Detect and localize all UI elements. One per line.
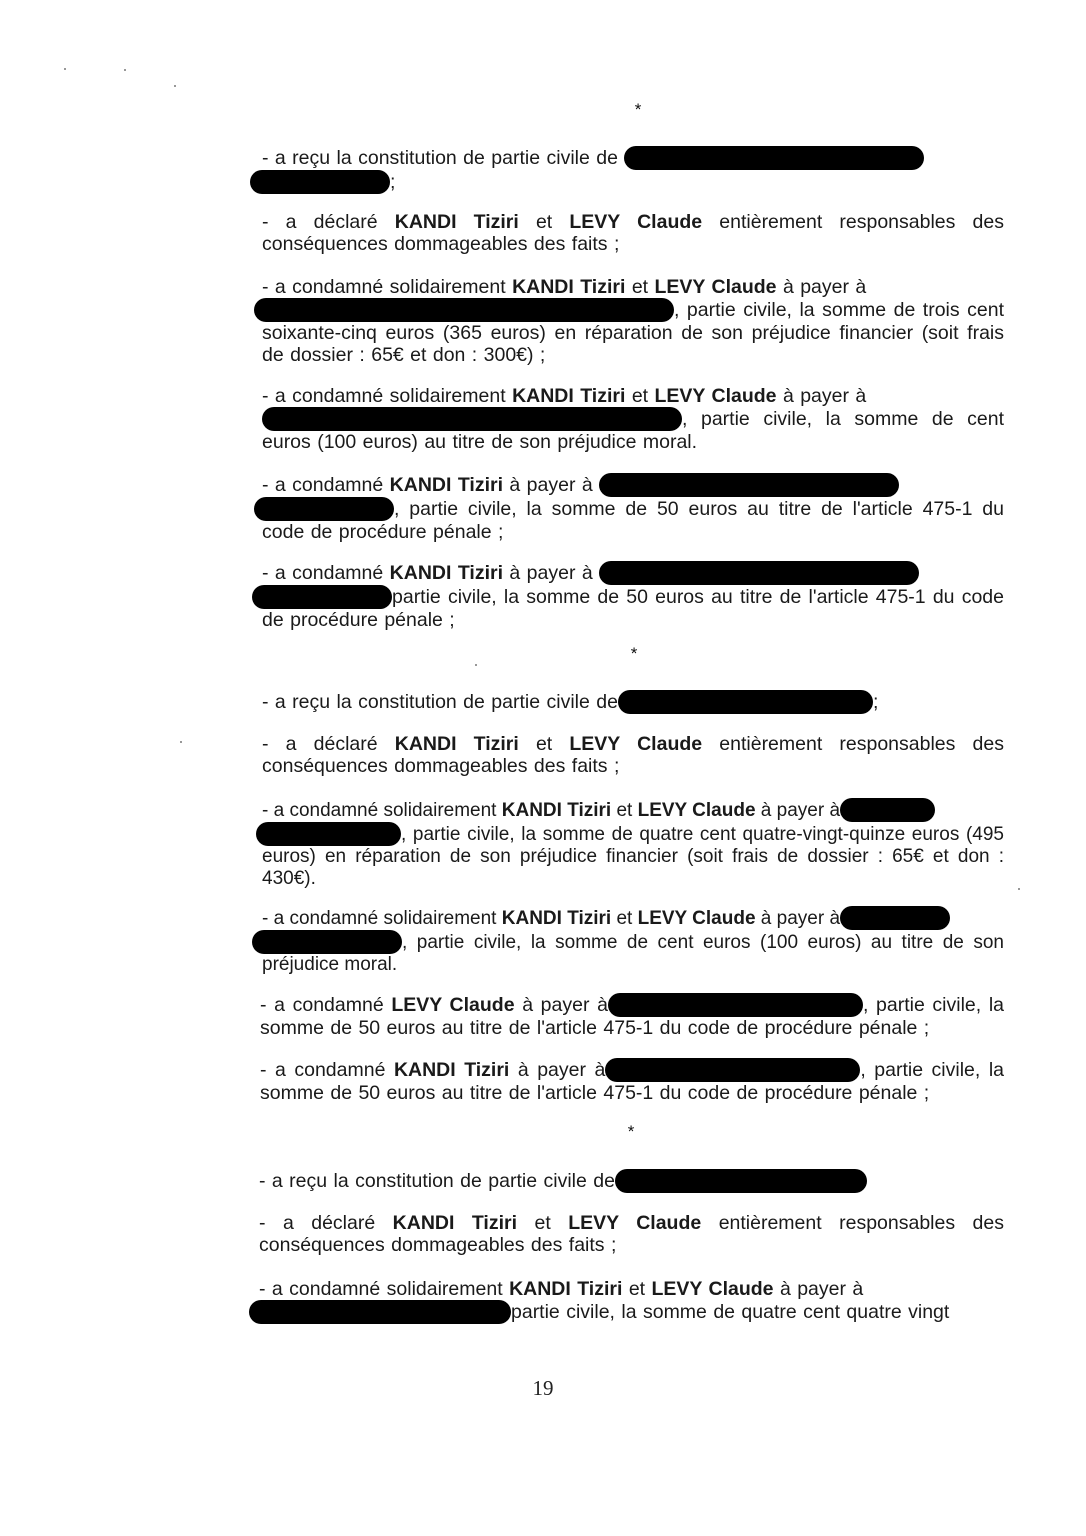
party-name: KANDI Tiziri [512,385,626,407]
paragraph-text: - a condamné [262,562,384,584]
paragraph-article-475-1 [260,993,1004,1039]
redaction-bar [599,561,919,585]
redaction-bar [250,170,390,194]
paragraph-text: à payer à [509,474,593,496]
paragraph-condamnation-financier [262,276,1004,366]
paragraph-text: - a reçu la constitution de partie civile de [262,691,618,713]
redaction-bar [254,497,394,521]
paragraph-text: - a déclaré [262,733,378,755]
party-name: LEVY Claude [654,276,777,298]
party-name: LEVY Claude [568,1212,702,1234]
paragraph-declaration-responsabilite [262,211,1004,255]
paragraph-condamnation-financier [262,798,1004,890]
party-name: LEVY Claude [637,908,756,929]
paragraph-text: , partie civile, la somme de 50 euros au titre de l'article 475-1 du code de procédure pénale ; [260,994,1004,1039]
paragraph-text: partie civile, la somme de 50 euros au titre de l'article 475-1 du code de procédure pénale ; [262,586,1004,631]
paragraph-text: et [535,733,553,755]
paragraph-text: , partie civile, la somme de 50 euros au titre de l'article 475-1 du code de procédure pénale ; [260,1059,1004,1104]
paragraph-text: et [616,800,633,821]
paragraph-text: ; [872,691,879,713]
page-number: 19 [532,1376,554,1400]
section-separator-star: * [627,1122,635,1141]
party-name: KANDI Tiziri [394,733,519,755]
paragraph-article-475-1 [260,1058,1004,1104]
section-separator-star: * [634,100,642,119]
paragraph-constitution-partie-civile [259,1169,1004,1193]
paragraph-declaration-responsabilite [259,1212,1004,1256]
party-name: LEVY Claude [569,211,703,233]
party-name: KANDI Tiziri [393,1059,510,1081]
party-name: LEVY Claude [391,994,515,1016]
paragraph-text: à payer à [522,994,608,1016]
paragraph-text: partie civile, la somme de quatre cent quatre vingt [511,1301,950,1323]
paragraph-text: , partie civile, la somme de cent euros (100 euros) au titre de son préjudice moral. [262,932,1004,975]
paragraph-declaration-responsabilite [262,733,1004,777]
party-name: KANDI Tiziri [389,474,503,496]
redaction-bar [608,993,863,1017]
redaction-bar [840,906,950,930]
party-name: KANDI Tiziri [501,800,612,821]
paragraph-text: - a condamné solidairement [259,1278,503,1300]
paragraph-text: et [628,1278,646,1300]
redaction-bar [252,930,402,954]
paragraph-text: - a condamné [260,1059,386,1081]
party-name: KANDI Tiziri [501,908,612,929]
party-name: LEVY Claude [651,1278,774,1300]
party-name: KANDI Tiziri [392,1212,518,1234]
paragraph-text: à payer à [760,800,841,821]
party-name: KANDI Tiziri [509,1278,623,1300]
party-name: KANDI Tiziri [394,211,519,233]
scan-speck [1018,888,1020,890]
redaction-bar [256,822,401,846]
paragraph-article-475-1 [262,473,1004,543]
paragraph-text: , partie civile, la somme de trois cent soixante-cinq euros (365 euros) en réparation de son préjudice financier (soit frais de dossier : 65€ et don : 300€) ; [262,299,1004,366]
paragraph-text: - a condamné solidairement [262,908,497,929]
paragraph-text: - a condamné [260,994,384,1016]
paragraph-text: - a condamné [262,474,384,496]
paragraph-text: - a condamné solidairement [262,276,506,298]
scan-speck [174,85,176,87]
redaction-bar [252,585,392,609]
paragraph-text: - a reçu la constitution de partie civile de [262,147,618,169]
paragraph-text: et [616,908,633,929]
party-name: LEVY Claude [654,385,777,407]
party-name: KANDI Tiziri [512,276,626,298]
redaction-bar [254,298,674,322]
redaction-bar [840,798,935,822]
paragraph-text: entièrement responsables des conséquences dommageables des faits ; [259,1212,1004,1256]
section-separator-star: * [630,644,638,663]
paragraph-text: , partie civile, la somme de 50 euros au titre de l'article 475-1 du code de procédure pénale ; [262,498,1004,543]
paragraph-text: à payer à [517,1059,606,1081]
scan-speck [475,664,477,666]
paragraph-text: et [631,385,649,407]
redaction-bar [615,1169,867,1193]
party-name: KANDI Tiziri [389,562,503,584]
paragraph-text: entièrement responsables des conséquences dommageables des faits ; [262,733,1004,777]
redaction-bar [262,407,682,431]
redaction-bar [618,690,873,714]
paragraph-text: , partie civile, la somme de quatre cent quatre-vingt-quinze euros (495 euros) en réparation de son préjudice financier (soit frais de dossier : 65€ et don : 430€). [262,824,1004,889]
paragraph-condamnation-financier [259,1278,1004,1324]
scan-speck [180,741,182,743]
redaction-bar [605,1058,860,1082]
paragraph-text: à payer à [509,562,593,584]
paragraph-text: entièrement responsables des conséquences dommageables des faits ; [262,211,1004,255]
paragraph-text: à payer à [779,1278,864,1300]
paragraph-text: et [535,211,553,233]
paragraph-text: à payer à [760,908,841,929]
paragraph-text: - a condamné solidairement [262,385,506,407]
paragraph-condamnation-moral [262,385,1004,453]
scan-speck [64,68,66,70]
scan-speck [124,69,126,71]
paragraph-constitution-partie-civile [262,146,1004,194]
paragraph-text: à payer à [782,276,867,298]
paragraph-text: - a déclaré [262,211,378,233]
redaction-bar [599,473,899,497]
redaction-bar [624,146,924,170]
redaction-bar [249,1300,511,1324]
paragraph-condamnation-moral [262,906,1004,976]
paragraph-text: , partie civile, la somme de cent euros (100 euros) au titre de son préjudice moral. [262,408,1004,453]
paragraph-article-475-1 [262,561,1004,631]
party-name: LEVY Claude [569,733,703,755]
paragraph-text: - a déclaré [259,1212,376,1234]
paragraph-text: - a reçu la constitution de partie civile de [259,1170,615,1192]
paragraph-text: et [631,276,649,298]
paragraph-text: à payer à [782,385,867,407]
paragraph-text: - a condamné solidairement [262,800,497,821]
paragraph-constitution-partie-civile [262,690,1004,714]
paragraph-text: ; [390,171,396,193]
party-name: LEVY Claude [637,800,756,821]
paragraph-text: et [534,1212,551,1234]
